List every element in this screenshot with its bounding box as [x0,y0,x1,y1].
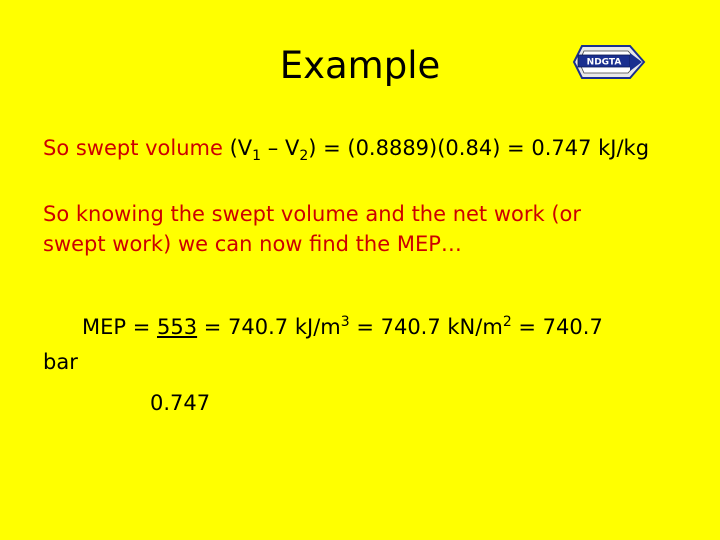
swept-volume-lead: So swept volume [43,136,223,160]
mep-lhs: MEP = [82,315,157,339]
logo-text: NDGTA [586,57,622,68]
mep-denominator: 0.747 [150,391,211,415]
mep-intro-line-1: So knowing the swept volume and the net work (or [43,202,582,226]
mep-intro-line-2: swept work) we can now find the MEP… [43,232,462,256]
ndgta-logo [572,42,646,82]
slide-title: Example [279,44,441,87]
swept-volume-line: So swept volume $(V_1 - V_2) = (0.8889)(0.84) = 0.747$ kJ/kg [43,136,650,164]
mep-unit-wrap: bar [43,350,78,374]
mep-numerator: 553 [157,315,198,339]
mep-equation: MEP = 553 = 740.7 $kJ/m^3 = 740.7$ $kN/m^2 = 740.7$ [82,314,603,339]
